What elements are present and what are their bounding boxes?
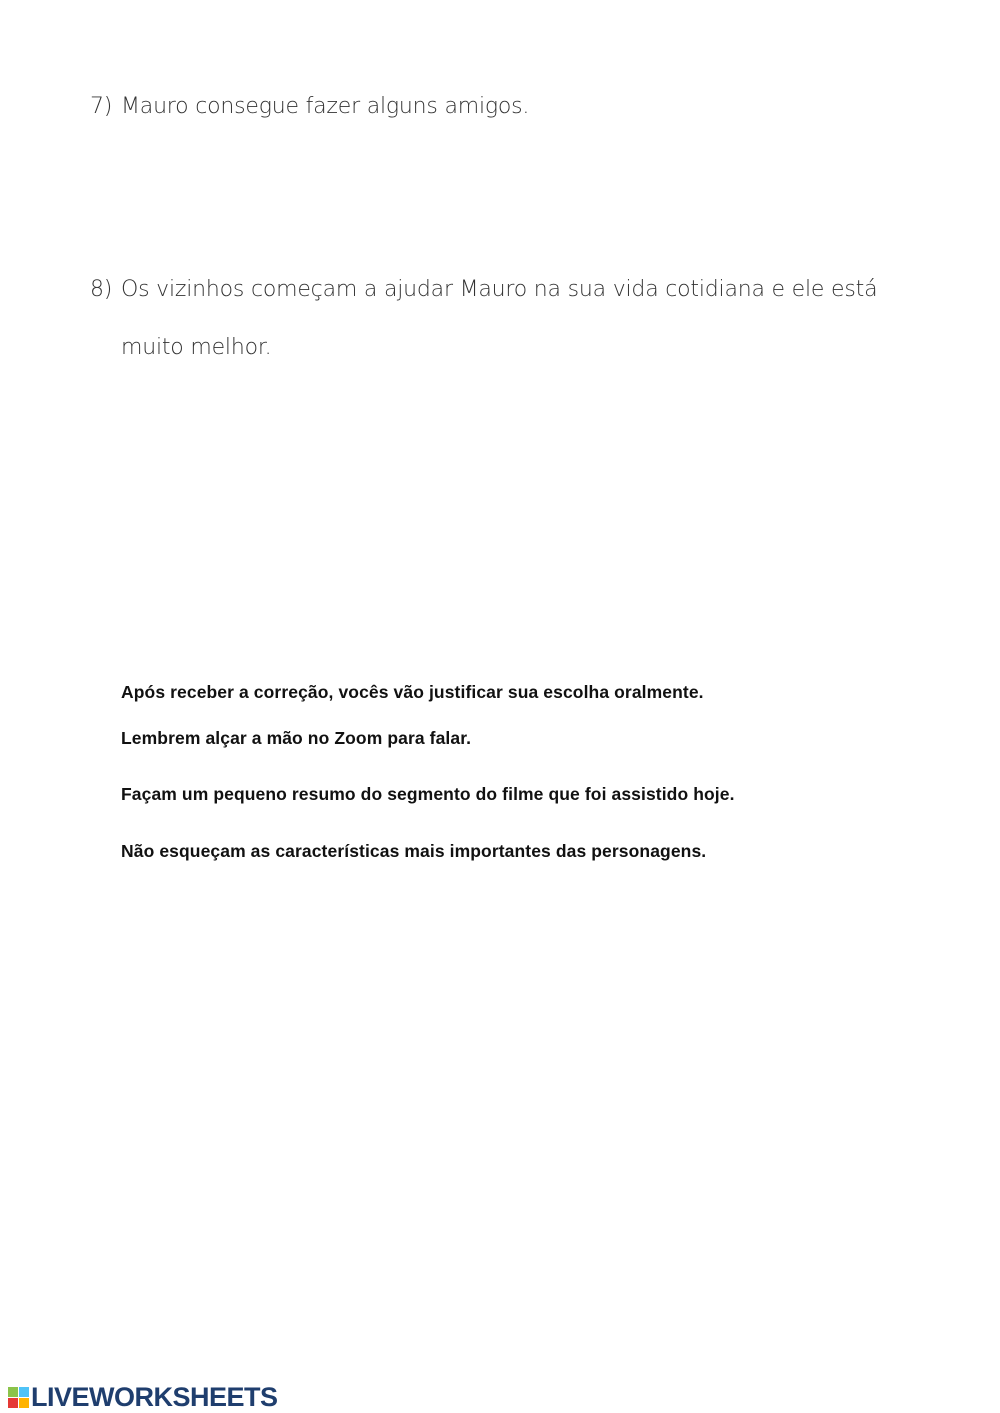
question-number: 7): [90, 94, 113, 119]
liveworksheets-logo: [8, 1382, 278, 1413]
instruction-1: Após receber a correção, vocês vão justificar sua escolha oralmente.: [121, 682, 704, 702]
instruction-4: Não esqueçam as características mais importantes das personagens.: [121, 841, 707, 861]
logo-text: LIVEWORKSHEETS: [31, 1382, 278, 1412]
question-8: [90, 277, 877, 302]
question-8-continuation: muito melhor.: [121, 335, 272, 360]
instruction-2: Lembrem alçar a mão no Zoom para falar.: [121, 728, 472, 748]
question-number: 8): [90, 277, 113, 302]
logo-icon: [8, 1387, 29, 1408]
question-text: Mauro consegue fazer alguns amigos.: [121, 94, 530, 119]
question-7: [90, 94, 529, 119]
question-text: Os vizinhos começam a ajudar Mauro na sua vida cotidiana e ele está: [121, 277, 878, 302]
instruction-3: Façam um pequeno resumo do segmento do filme que foi assistido hoje.: [121, 784, 735, 804]
